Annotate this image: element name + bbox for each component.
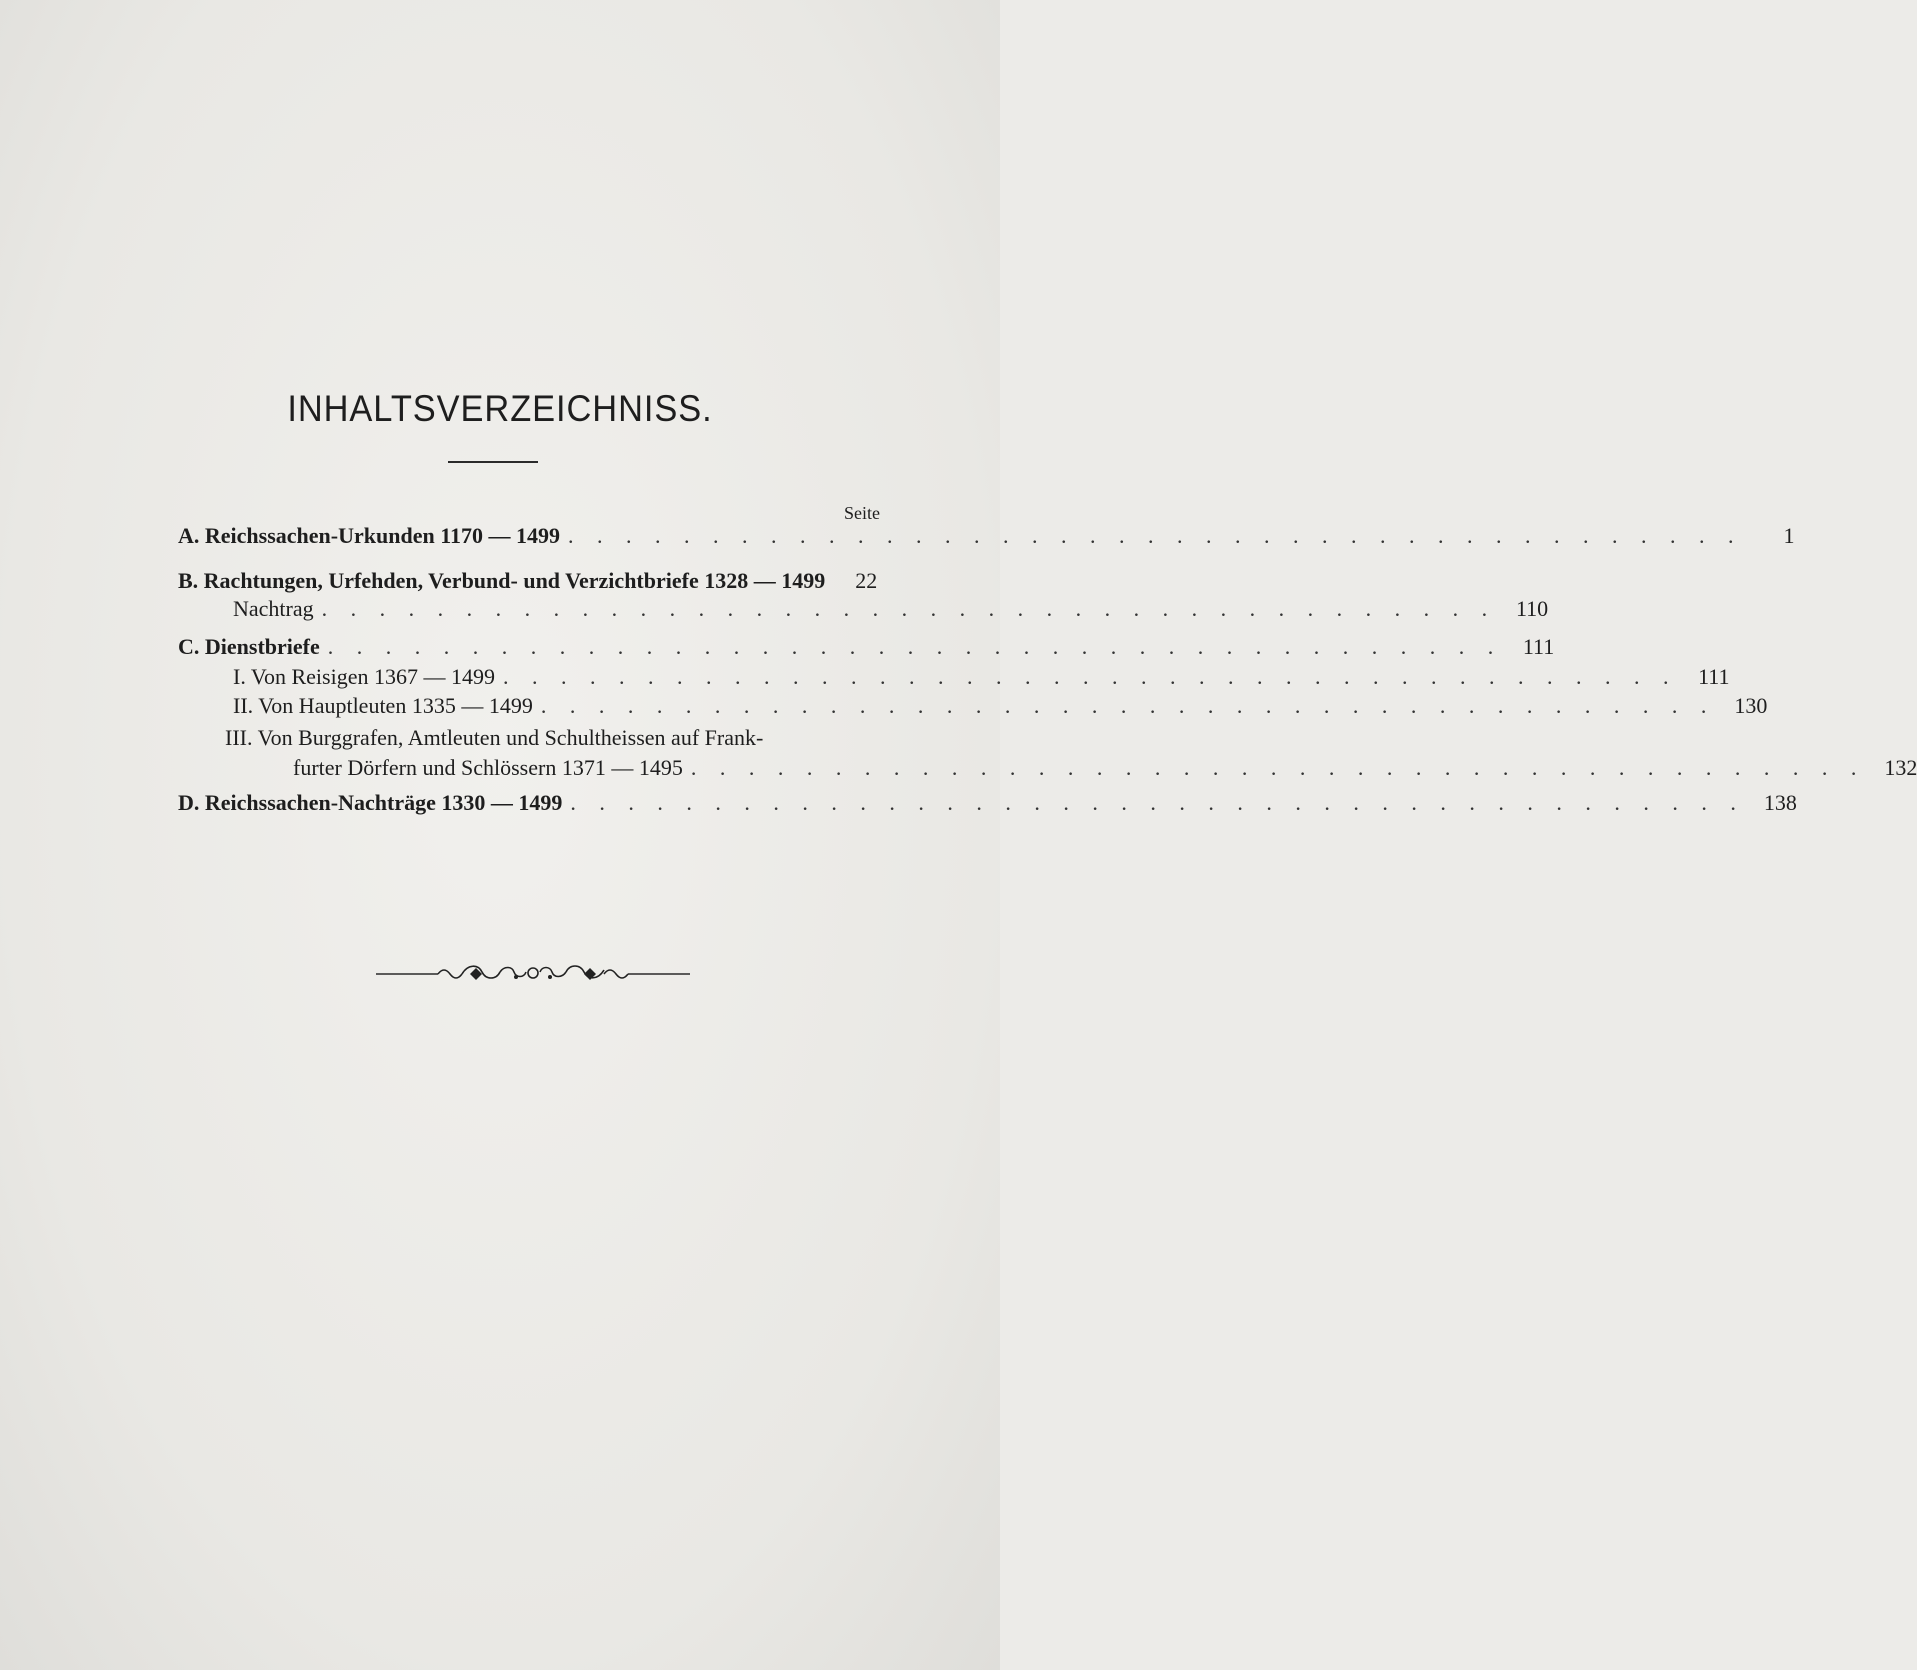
toc-entry: [225, 725, 876, 751]
leader-dots: . . . . . . . . . . . . . . . . . . . . . . . . . . . . . . . . . . . . . . . . .: [570, 790, 1745, 815]
toc-entry-page: 22: [855, 568, 878, 593]
toc-entry: [233, 664, 1730, 690]
toc-entry: [178, 523, 1795, 549]
toc-entry-label: D. Reichssachen-Nachträge 1330 — 1499: [178, 790, 563, 815]
toc-entry-label: B. Rachtungen, Urfehden, Verbund- und Verzichtbriefe 1328 — 1499: [178, 568, 826, 593]
leader-dots: . . . . . . . . . . . . . . . . . . . . . . . . . . . . . . . . . . . . . . . . .: [502, 664, 1678, 689]
toc-entry-label: A. Reichssachen-Urkunden 1170 — 1499: [178, 523, 560, 548]
toc-entry-page: 110: [1515, 596, 1549, 621]
toc-entry-label: I. Von Reisigen 1367 — 1499: [233, 664, 495, 689]
toc-entry-label: furter Dörfern und Schlössern 1371 — 1495: [293, 755, 683, 780]
toc-entry-page: 138: [1763, 790, 1797, 815]
toc-entry-label: III. Von Burggrafen, Amtleuten und Schultheissen auf Frank-: [225, 725, 764, 750]
page-title: INHALTSVERZEICHNISS.: [287, 388, 713, 429]
toc-entry-page: 111: [1522, 634, 1555, 659]
toc-entry: [233, 596, 1549, 622]
toc-entry: [178, 790, 1797, 816]
leader-dots: . . . . . . . . . . . . . . . . . . . . . . . . . . . . . . . . . . . . . . . . .: [690, 755, 1866, 780]
leader-dots: . . . . . . . . . . . . . . . . . . . . . . . . . . . . . . . . . . . . . . . . .: [321, 596, 1497, 621]
toc-entry-page: 1: [1783, 523, 1795, 548]
leader-dots: . . . . . . . . . . . . . . . . . . . . . . . . . . . . . . . . . . . . . . . . .: [567, 523, 1743, 548]
toc-entry-label: II. Von Hauptleuten 1335 — 1499: [233, 693, 533, 718]
toc-entry-label: C. Dienstbriefe: [178, 634, 320, 659]
toc-entry-page: 130: [1734, 693, 1768, 718]
toc-entry: [233, 693, 1768, 719]
title-rule: [448, 461, 538, 463]
leader-dots: . . . . . . . . . . . . . . . . . . . . . . . . . . . . . . . . . . . . . . . . .: [540, 693, 1716, 718]
toc-entry: [178, 568, 876, 594]
toc-entry-label: Nachtrag: [233, 596, 314, 621]
seite-label: Seite: [844, 503, 880, 523]
toc-entry: [293, 755, 1917, 781]
toc-entry: [178, 634, 1555, 660]
toc-entry-page: 111: [1698, 664, 1730, 689]
ornament-divider-icon: [376, 962, 690, 986]
leader-dots: . . . . . . . . . . . . . . . . . . . . . . . . . . . . . . . . . . . . . . . . .: [327, 634, 1503, 659]
toc-entry-page: 132: [1884, 755, 1917, 780]
